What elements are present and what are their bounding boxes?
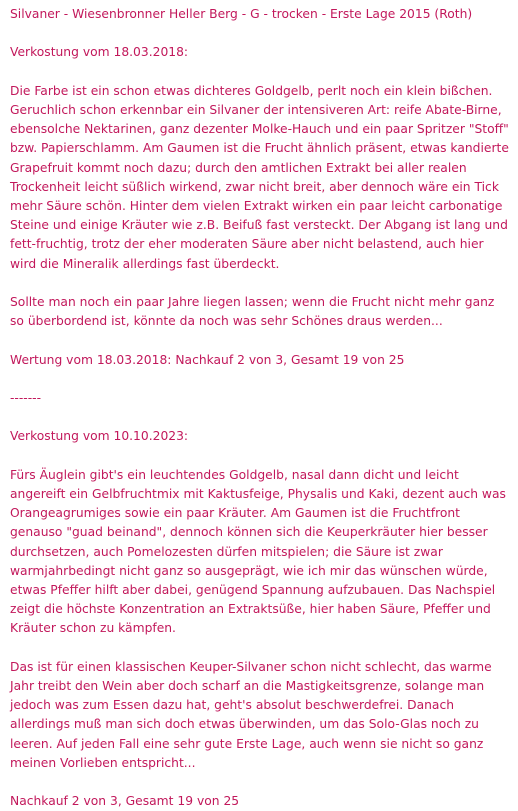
tasting-1-rating: Wertung vom 18.03.2018: Nachkauf 2 von 3, Gesamt 19 von 25 <box>10 352 405 367</box>
tasting-2-heading: Verkostung vom 10.10.2023: <box>10 429 189 444</box>
tasting-2-description: Fürs Äuglein gibt's ein leuchtendes Goldgelb, nasal dann dicht und leicht angereift ein Gelbfruchtmix mit Kaktusfeige, Physalis und Kaki, dezent auch was Orangeagrumiges sowie ein paar Kräuter. Am Gaumen ist die Fruchtfront genauso "guad beinand", dennoch können sich die Keuperkräuter hier besser durchsetzen, auch Pomelozesten dürfen mitspielen; die Säure ist zwar warmjahrbedingt nicht ganz so ausgeprägt, wie ich mir das wünschen würde, etwas Pfeffer hilft aber dabei, genügend Spannung aufzubauen. Das Nachspiel zeigt die höchste Konzentration an Extraktsüße, hier haben Säure, Pfeffer und Kräuter schon zu kämpfen. <box>10 467 506 636</box>
tasting-1-description: Die Farbe ist ein schon etwas dichteres Goldgelb, perlt noch ein klein bißchen. Geruchlich schon erkennbar ein Silvaner der intensiveren Art: reife Abate-Birne, ebensolche Nektarinen, ganz dezenter Molke-Hauch und ein paar Spritzer "Stoff" bzw. Papierschlamm. Am Gaumen ist die Frucht ähnlich präsent, etwas kandierte Grapefruit kommt noch dazu; durch den amtlichen Extrakt bei aller realen Trockenheit leicht süßlich wirkend, zwar nicht breit, aber dennoch wäre ein Tick mehr Säure schön. Hinter dem vielen Extrakt wirken ein paar leicht carbonatige Steine und einige Kräuter wie z.B. Beifuß fast versteckt. Der Abgang ist lang und fett-fruchtig, trotz der eher moderaten Säure aber nicht belastend, auch hier wird die Mineralik allerdings fast überdeckt. <box>10 83 509 271</box>
wine-title: Silvaner - Wiesenbronner Heller Berg - G - trocken - Erste Lage 2015 (Roth) <box>10 7 473 21</box>
tasting-notes-document <box>10 5 510 811</box>
tasting-2-rating: Nachkauf 2 von 3, Gesamt 19 von 25 <box>10 794 240 809</box>
section-separator: ------- <box>10 390 42 405</box>
tasting-2-conclusion: Das ist für einen klassischen Keuper-Silvaner schon nicht schlecht, das warme Jahr treibt den Wein aber doch scharf an die Mastigkeitsgrenze, solange man jedoch was zum Essen dazu hat, geht's absolut beschwerdefrei. Danach allerdings muß man sich doch etwas überwinden, um das Solo-Glas noch zu leeren. Auf jeden Fall eine sehr gute Erste Lage, auch wenn sie nicht so ganz meinen Vorlieben entspricht... <box>10 659 492 770</box>
tasting-1-heading: Verkostung vom 18.03.2018: <box>10 45 189 60</box>
tasting-1-conclusion: Sollte man noch ein paar Jahre liegen lassen; wenn die Frucht nicht mehr ganz so überbordend ist, könnte da noch was sehr Schönes draus werden... <box>10 295 495 329</box>
